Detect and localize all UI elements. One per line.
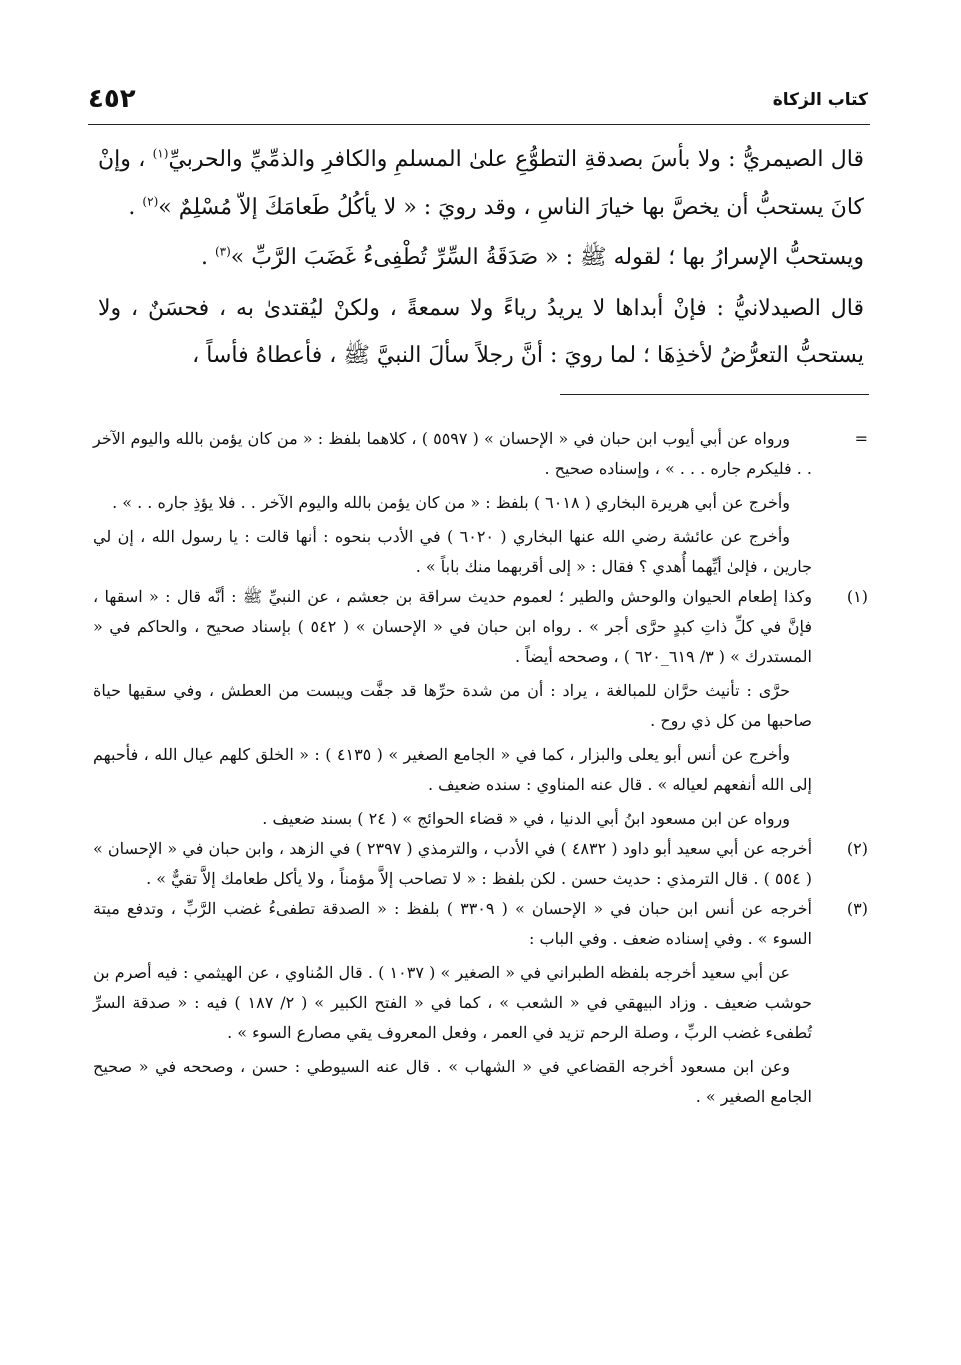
footnote-text: عن أبي سعيد أخرجه بلفظه الطبراني في « الصغير » ( ١٠٣٧ ) . قال المُناوي ، عن الهيثمي : فيه أصرم بن حوشب ضعيف . وزاد البيهقي في « الشعب » ، كما في « الفتح الكبير » ( ٢/ ١٨٧ ) فيه : « صدقة السرِّ تُطفىء غضب الربِّ ، وصلة الرحم تزيد في العمر ، وفعل المعروف يقي مصارع السوء » .: [93, 963, 812, 1042]
paragraph-2-text-a: ويستحبُّ الإسرارُ بها ؛ لقوله ﷺ : « صَدَقَةُ السِّرِّ تُطْفِىءُ غَضَبَ الرَّبِّ »: [230, 245, 864, 270]
footnote-text: ورواه عن أبي أيوب ابن حبان في « الإحسان » ( ٥٥٩٧ ) ، كلاهما بلفظ : « من كان يؤمن بالله واليوم الآخر . . فليكرم جاره . . . » ، وإسناده صحيح .: [93, 429, 812, 478]
main-text: [98, 136, 864, 380]
footnote-separator: [560, 394, 869, 395]
footnote-number: (٢): [846, 839, 868, 858]
footnote-number: (٣): [846, 899, 868, 918]
page-header: [88, 84, 868, 122]
footnote-text: حرَّى : تأنيث حرَّان للمبالغة ، يراد : أن من شدة حرِّها قد جفَّت ويبست من العطش ، وفي سقيها حياة صاحبها من كل ذي روح .: [93, 681, 812, 730]
footnote-3: [93, 894, 868, 1112]
paragraph-2: [98, 234, 864, 282]
footnote-text: وأخرج عن أبي هريرة البخاري ( ٦٠١٨ ) بلفظ : « من كان يؤمن بالله واليوم الآخر . . فلا يؤذِ جاره . . » .: [112, 493, 790, 512]
header-rule: [88, 124, 870, 125]
footnotes: [93, 424, 868, 1112]
footnote-ref-1: (١): [152, 146, 169, 161]
paragraph-2-text-b: .: [200, 245, 215, 270]
paragraph-3: قال الصيدلانيُّ : فإنْ أبداها لا يريدُ رياءً ولا سمعةً ، ولكنْ ليُقتدىٰ به ، فحسَنٌ ، ولا يستحبُّ التعرُّضُ لأخذِهَا ؛ لما رويَ : أنَّ رجلاً سألَ النبيَّ ﷺ ، فأعطاهُ فأساً ،: [98, 295, 864, 368]
paragraph-1: [98, 136, 864, 231]
footnote-1: [93, 582, 868, 834]
page-number: ٤٥٢: [88, 84, 136, 114]
footnote-text: وأخرج عن أنس أبو يعلى والبزار ، كما في « الجامع الصغير » ( ٤١٣٥ ) : « الخلق كلهم عيال الله ، فأحبهم إلى الله أنفعهم لعياله » . قال عنه المناوي : سنده ضعيف .: [93, 745, 812, 794]
running-title: كتاب الزكاة: [772, 90, 868, 110]
footnote-number: (١): [846, 587, 868, 606]
footnote-ref-2: (٢): [142, 194, 159, 209]
footnote-text: وأخرج عن عائشة رضي الله عنها البخاري ( ٦٠٢٠ ) في الأدب بنحوه : أنها قالت : يا رسول الله ، إن لي جارين ، فإلىٰ أيِّهما أُهدي ؟ فقال : « إلى أقربهما منك باباً » .: [93, 527, 812, 576]
footnote-continuation: [93, 424, 868, 582]
footnote-text: أخرجه عن أبي سعيد أبو داود ( ٤٨٣٢ ) في الأدب ، والترمذي ( ٢٣٩٧ ) في الزهد ، وابن حبان في « الإحسان » ( ٥٥٤ ) . قال الترمذي : حديث حسن . لكن بلفظ : « لا تصاحب إلاَّ مؤمناً ، ولا يأكل طعامك إلاَّ تقيٌّ » .: [93, 839, 813, 888]
paragraph-1-text-b: ، وإنْ كانَ يستحبُّ أن يخصَّ بها خيارَ الناسِ ، وقد رويَ : « لا يأكُلُ طَعامَكَ إلاّ مُسْلِمٌ »: [98, 147, 864, 220]
footnote-text: ورواه عن ابن مسعود ابنُ أبي الدنيا ، في « قضاء الحوائج » ( ٢٤ ) بسند ضعيف .: [262, 809, 790, 828]
paragraph-1-text-a: قال الصيمريُّ : ولا بأسَ بصدقةِ التطوُّعِ علىٰ المسلمِ والكافرِ والذمِّيِّ والحربيِّ: [168, 147, 865, 172]
continuation-mark: =: [854, 429, 868, 448]
footnote-2: [93, 834, 868, 894]
paragraph-1-text-c: .: [128, 194, 143, 220]
footnote-text: أخرجه عن أنس ابن حبان في « الإحسان » ( ٣٣٠٩ ) بلفظ : « الصدقة تطفىءُ غضب الرَّبِّ ، وتدفع ميتة السوء » . وفي إسناده ضعف . وفي الباب :: [93, 899, 812, 948]
footnote-ref-3: (٣): [214, 244, 231, 259]
footnote-text: وكذا إطعام الحيوان والوحش والطير ؛ لعموم حديث سراقة بن جعشم ، عن النبيِّ ﷺ : أنَّه قال : « اسقها ، فإنَّ في كلِّ ذاتِ كبدٍ حرَّى أجر » . رواه ابن حبان في « الإحسان » ( ٥٤٢ ) بإسناد صحيح ، والحاكم في « المستدرك » ( ٣/ ٦١٩_٦٢٠ ) ، وصححه أيضاً .: [93, 587, 813, 666]
footnote-text: وعن ابن مسعود أخرجه القضاعي في « الشهاب » . قال عنه السيوطي : حسن ، وصححه في « صحيح الجامع الصغير » .: [93, 1057, 812, 1106]
